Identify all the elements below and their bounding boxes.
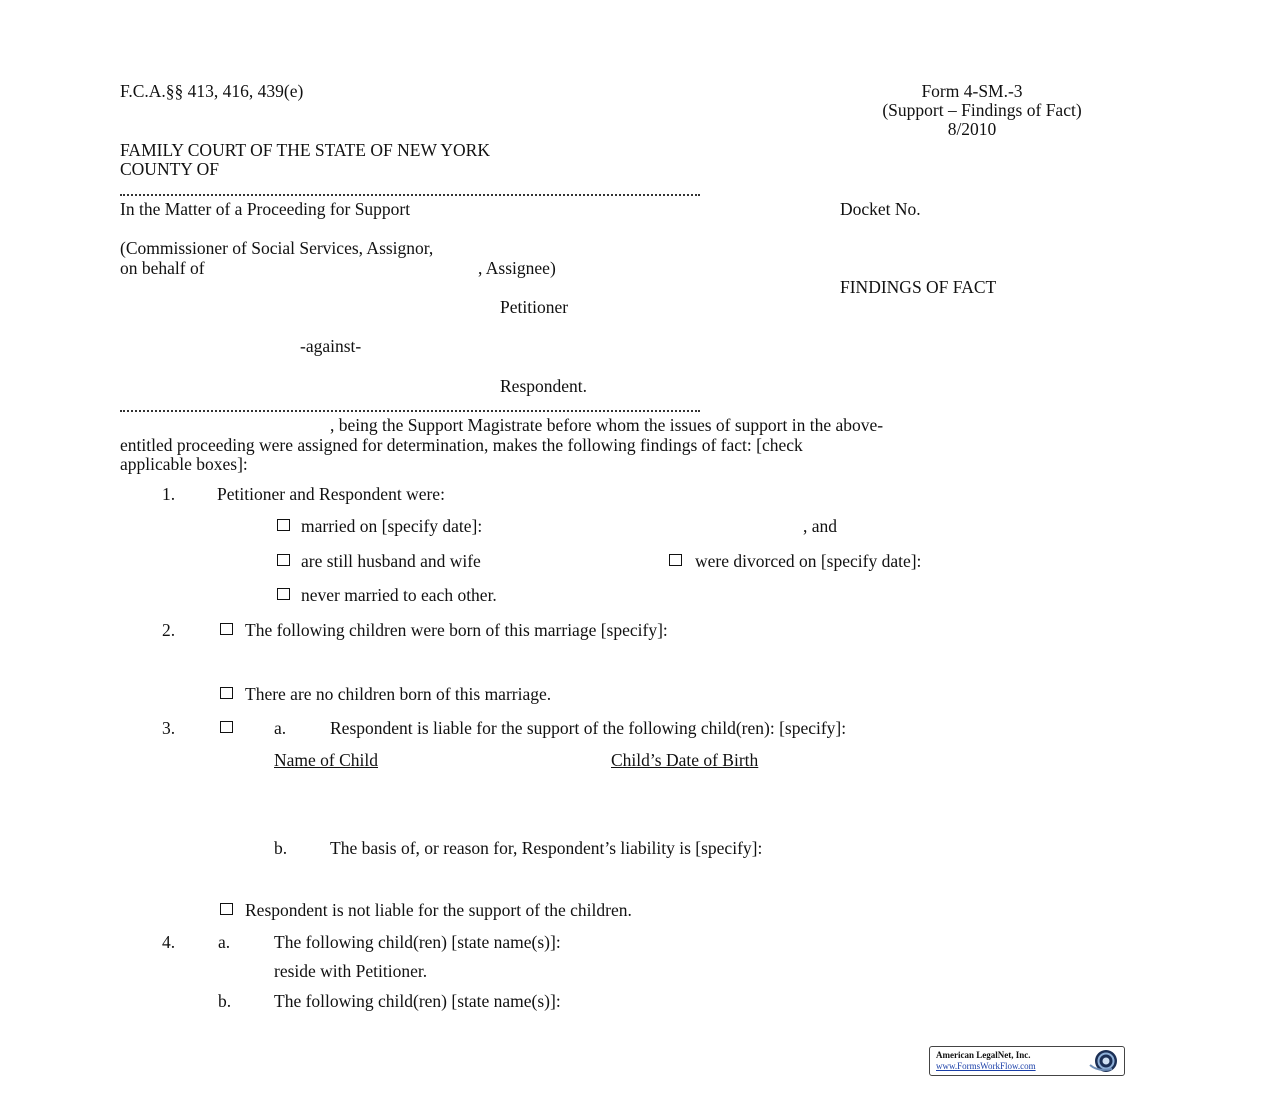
not-liable-label: Respondent is not liable for the support of the children.: [245, 900, 632, 920]
married-and-label: , and: [803, 516, 838, 536]
on-behalf-of-label: on behalf of: [120, 258, 205, 278]
children-born-checkbox[interactable]: [220, 623, 233, 635]
court-name: FAMILY COURT OF THE STATE OF NEW YORK: [120, 140, 490, 160]
item-3b-letter: b.: [274, 838, 288, 858]
item-4-number: 4.: [162, 932, 176, 952]
petitioner-label: Petitioner: [500, 297, 569, 317]
county-label: COUNTY OF: [120, 159, 220, 179]
respondent-liable-checkbox[interactable]: [220, 721, 233, 733]
item-2-number: 2.: [162, 620, 176, 640]
item-4b-letter: b.: [218, 991, 232, 1011]
item-4b-text: The following child(ren) [state name(s)]:: [274, 991, 561, 1011]
legalnet-logo-icon: [1086, 1048, 1122, 1074]
respondent-liable-label: Respondent is liable for the support of the following child(ren): [specify]:: [330, 718, 847, 738]
docket-number-label: Docket No.: [840, 199, 921, 219]
statute-reference: F.C.A.§§ 413, 416, 439(e): [120, 81, 304, 101]
no-children-label: There are no children born of this marriage.: [245, 684, 552, 704]
against-label: -against-: [300, 336, 362, 356]
item-4a-text-2: reside with Petitioner.: [274, 961, 428, 981]
item-3-number: 3.: [162, 718, 176, 738]
matter-title: In the Matter of a Proceeding for Support: [120, 199, 411, 219]
not-liable-checkbox[interactable]: [220, 903, 233, 915]
caption-top-divider: [120, 186, 700, 196]
caption-bottom-divider: [120, 402, 700, 412]
still-married-checkbox[interactable]: [277, 554, 290, 566]
item-4a-text: The following child(ren) [state name(s)]:: [274, 932, 561, 952]
commissioner-line: (Commissioner of Social Services, Assignor,: [120, 238, 434, 258]
name-of-child-header: Name of Child: [274, 750, 379, 770]
intro-line-1: , being the Support Magistrate before whom the issues of support in the above-: [330, 415, 884, 435]
liability-basis-label: The basis of, or reason for, Respondent’s liability is [specify]:: [330, 838, 763, 858]
respondent-label: Respondent.: [500, 376, 588, 396]
never-married-checkbox[interactable]: [277, 588, 290, 600]
form-date: 8/2010: [947, 119, 997, 139]
assignee-label: , Assignee): [478, 258, 556, 278]
children-born-label: The following children were born of this marriage [specify]:: [245, 620, 668, 640]
company-name: American LegalNet, Inc.: [936, 1050, 1031, 1060]
married-checkbox[interactable]: [277, 519, 290, 531]
item-4a-letter: a.: [218, 932, 231, 952]
item-1-number: 1.: [162, 484, 176, 504]
child-dob-header: Child’s Date of Birth: [611, 750, 759, 770]
divorced-label: were divorced on [specify date]:: [695, 551, 922, 571]
no-children-checkbox[interactable]: [220, 687, 233, 699]
married-label: married on [specify date]:: [301, 516, 483, 536]
item-3a-letter: a.: [274, 718, 287, 738]
still-married-label: are still husband and wife: [301, 551, 481, 571]
divorced-checkbox[interactable]: [669, 554, 682, 566]
form-subtitle: (Support – Findings of Fact): [882, 100, 1082, 120]
form-number: Form 4-SM.-3: [921, 81, 1023, 101]
intro-line-2: entitled proceeding were assigned for determination, makes the following findings of fact: [check: [120, 435, 803, 455]
intro-line-3: applicable boxes]:: [120, 454, 248, 474]
document-title: FINDINGS OF FACT: [840, 277, 997, 297]
item-1-text: Petitioner and Respondent were:: [217, 484, 445, 504]
never-married-label: never married to each other.: [301, 585, 497, 605]
company-url-link[interactable]: www.FormsWorkFlow.com: [936, 1061, 1036, 1071]
american-legalnet-badge[interactable]: [929, 1046, 1125, 1076]
